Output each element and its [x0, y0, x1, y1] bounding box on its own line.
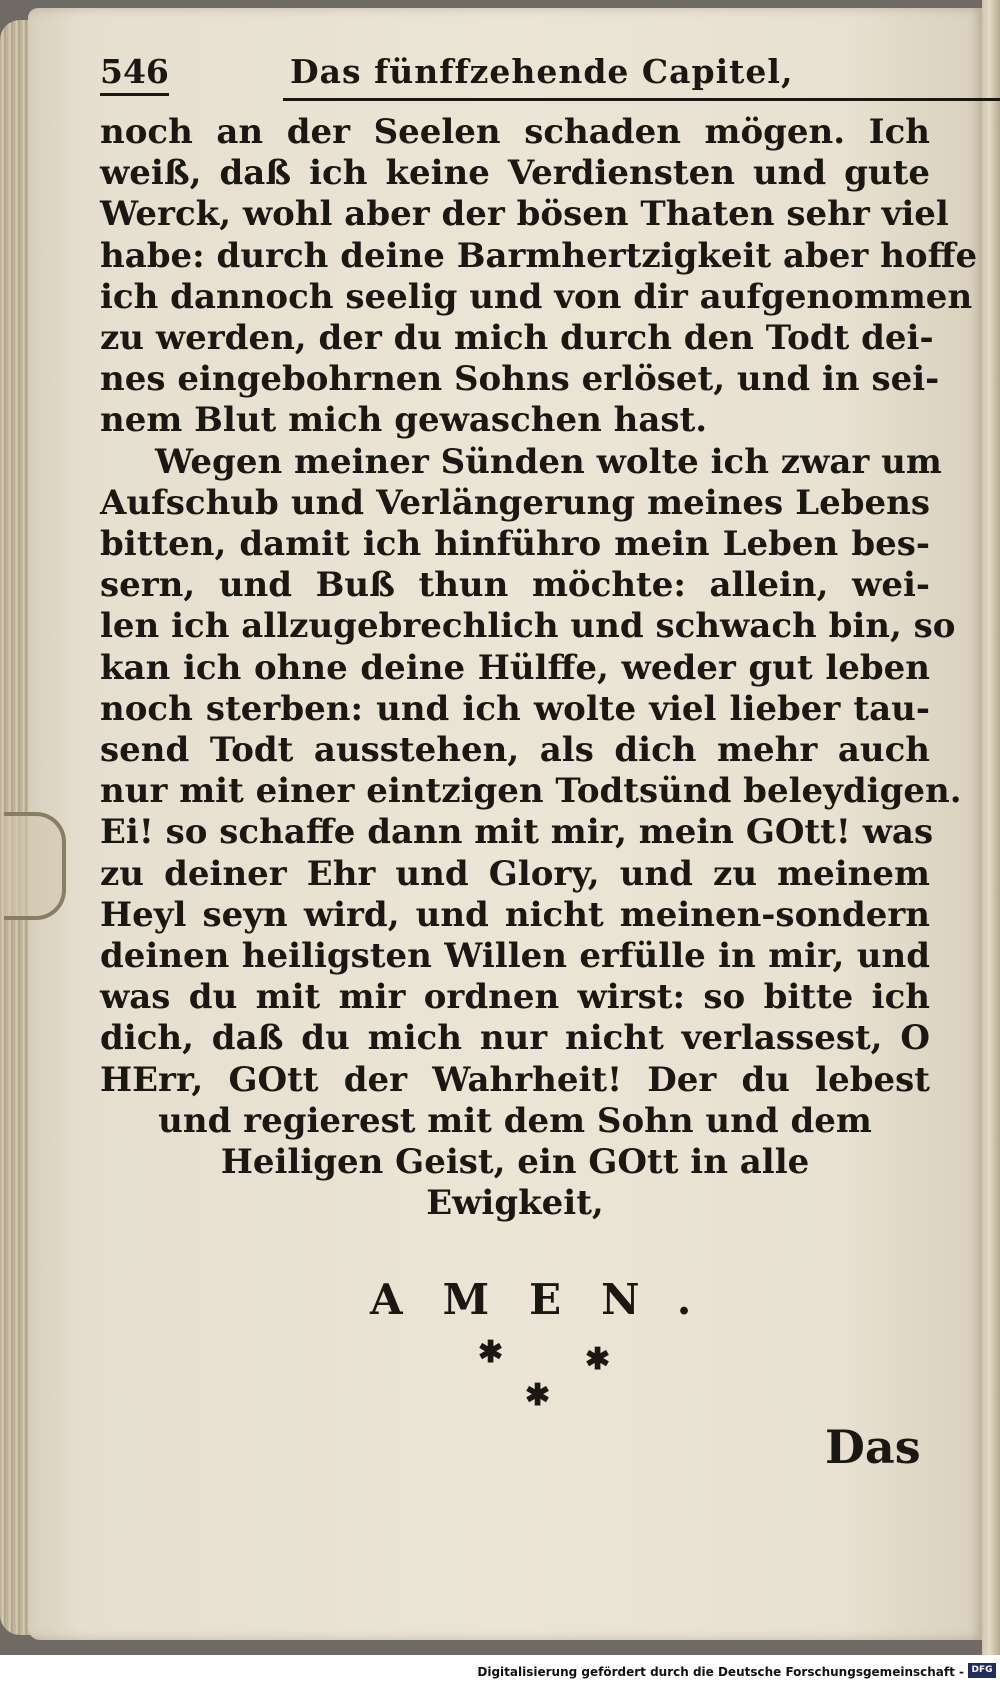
- running-title: Das fünffzehende Capitel,: [290, 52, 794, 91]
- closing-line: und regierest mit dem Sohn und dem: [158, 1100, 872, 1141]
- digitization-footer: [0, 1657, 1000, 1686]
- text-line: nes eingebohrnen Sohns erlöset, und in sei-: [100, 359, 940, 400]
- text-line: kan ich ohne deine Hülffe, weder gut leben: [100, 647, 930, 688]
- text-line: nem Blut mich gewaschen hast.: [100, 400, 708, 441]
- text-line: noch sterben: und ich wolte viel lieber tau-: [100, 688, 930, 729]
- text-line: Aufschub und Verlängerung meines Lebens: [100, 482, 930, 523]
- ornament-star: ✱: [478, 1335, 504, 1370]
- footer-credit: Digitalisierung gefördert durch die Deutsche Forschungsgemeinschaft -: [477, 1665, 964, 1679]
- header-rule: [283, 98, 1000, 101]
- ornament-star: ✱: [525, 1378, 551, 1413]
- text-line: habe: durch deine Barmhertzigkeit aber hoffe: [100, 235, 978, 276]
- text-line: Ei! so schaffe dann mit mir, mein GOtt! was: [100, 812, 934, 853]
- text-line: deinen heiligsten Willen erfülle in mir, und: [100, 936, 930, 977]
- text-line: Wegen meiner Sünden wolte ich zwar um: [155, 441, 942, 482]
- text-line: send Todt ausstehen, als dich mehr auch: [100, 730, 930, 771]
- amen: AMEN.: [370, 1275, 732, 1324]
- text-line: Heyl seyn wird, und nicht meinen-sondern: [100, 894, 930, 935]
- body-text: [100, 112, 978, 1224]
- text-line: weiß, daß ich keine Verdiensten und gute: [100, 153, 930, 194]
- text-line: sern, und Buß thun möchte: allein, wei-: [100, 565, 930, 606]
- page-number: 546: [100, 52, 169, 96]
- text-line: Werck, wohl aber der bösen Thaten sehr viel: [100, 194, 949, 235]
- adjacent-page-edge: [982, 0, 1000, 1655]
- text-line: zu werden, der du mich durch den Todt dei-: [100, 318, 934, 359]
- text-line: ich dannoch seelig und von dir aufgenommen: [100, 276, 973, 317]
- page-header: [100, 52, 920, 102]
- ornament-star: ✱: [585, 1342, 611, 1377]
- closing-line: Ewigkeit,: [426, 1183, 604, 1224]
- catchword: Das: [825, 1420, 921, 1474]
- text-line: HErr, GOtt der Wahrheit! Der du lebest: [100, 1059, 930, 1100]
- book-clasp: [4, 812, 66, 920]
- text-line: dich, daß du mich nur nicht verlassest, O: [100, 1018, 930, 1059]
- closing-line: Heiligen Geist, ein GOtt in alle: [220, 1142, 810, 1183]
- text-line: nur mit einer eintzigen Todtsünd beleydigen.: [100, 771, 962, 812]
- text-line: was du mit mir ordnen wirst: so bitte ich: [100, 977, 930, 1018]
- text-line: zu deiner Ehr und Glory, und zu meinem: [100, 853, 930, 894]
- text-line: len ich allzugebrechlich und schwach bin, so: [100, 606, 956, 647]
- dfg-logo-icon: DFG: [968, 1663, 996, 1678]
- text-line: bitten, damit ich hinführo mein Leben bes-: [100, 524, 930, 565]
- text-line: noch an der Seelen schaden mögen. Ich: [100, 112, 930, 152]
